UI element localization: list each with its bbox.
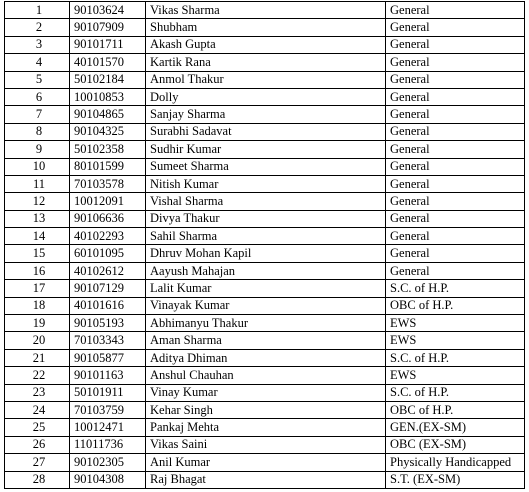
candidate-name-cell: Sumeet Sharma	[146, 158, 386, 175]
roll-number-cell: 10010853	[70, 88, 146, 105]
roll-number-cell: 90101711	[70, 36, 146, 53]
candidate-name-cell: Divya Thakur	[146, 210, 386, 227]
candidate-name-cell: Sudhir Kumar	[146, 141, 386, 158]
table-row	[5, 332, 525, 349]
category-cell: General	[386, 19, 525, 36]
serial-number-cell: 7	[5, 106, 70, 123]
serial-number-cell: 13	[5, 210, 70, 227]
table-row	[5, 88, 525, 105]
roll-number-cell: 60101095	[70, 245, 146, 262]
table-row	[5, 228, 525, 245]
table-row	[5, 175, 525, 192]
serial-number-cell: 4	[5, 54, 70, 71]
candidate-name-cell: Kehar Singh	[146, 401, 386, 418]
serial-number-cell: 5	[5, 71, 70, 88]
roll-number-cell: 90101163	[70, 367, 146, 384]
category-cell: EWS	[386, 315, 525, 332]
category-cell: General	[386, 141, 525, 158]
serial-number-cell: 28	[5, 471, 70, 488]
serial-number-cell: 10	[5, 158, 70, 175]
category-cell: General	[386, 245, 525, 262]
table-row	[5, 54, 525, 71]
serial-number-cell: 26	[5, 436, 70, 453]
candidate-name-cell: Aditya Dhiman	[146, 349, 386, 366]
roll-number-cell: 90104325	[70, 123, 146, 140]
results-table-body	[5, 2, 525, 489]
category-cell: General	[386, 158, 525, 175]
table-row	[5, 349, 525, 366]
category-cell: S.C. of H.P.	[386, 349, 525, 366]
serial-number-cell: 27	[5, 454, 70, 471]
category-cell: General	[386, 228, 525, 245]
serial-number-cell: 6	[5, 88, 70, 105]
candidate-name-cell: Vinay Kumar	[146, 384, 386, 401]
serial-number-cell: 16	[5, 262, 70, 279]
category-cell: S.T. (EX-SM)	[386, 471, 525, 488]
roll-number-cell: 70103343	[70, 332, 146, 349]
table-row	[5, 71, 525, 88]
roll-number-cell: 10012471	[70, 419, 146, 436]
category-cell: S.C. of H.P.	[386, 280, 525, 297]
category-cell: General	[386, 54, 525, 71]
serial-number-cell: 21	[5, 349, 70, 366]
roll-number-cell: 70103578	[70, 175, 146, 192]
candidate-name-cell: Vishal Sharma	[146, 193, 386, 210]
serial-number-cell: 20	[5, 332, 70, 349]
serial-number-cell: 22	[5, 367, 70, 384]
candidate-name-cell: Aayush Mahajan	[146, 262, 386, 279]
candidate-name-cell: Raj Bhagat	[146, 471, 386, 488]
candidate-name-cell: Kartik Rana	[146, 54, 386, 71]
table-row	[5, 367, 525, 384]
category-cell: EWS	[386, 332, 525, 349]
roll-number-cell: 40101570	[70, 54, 146, 71]
table-row	[5, 454, 525, 471]
serial-number-cell: 18	[5, 297, 70, 314]
roll-number-cell: 50101911	[70, 384, 146, 401]
candidate-name-cell: Aman Sharma	[146, 332, 386, 349]
table-row	[5, 123, 525, 140]
serial-number-cell: 2	[5, 19, 70, 36]
serial-number-cell: 15	[5, 245, 70, 262]
candidate-name-cell: Abhimanyu Thakur	[146, 315, 386, 332]
table-row	[5, 419, 525, 436]
serial-number-cell: 23	[5, 384, 70, 401]
roll-number-cell: 40101616	[70, 297, 146, 314]
candidate-name-cell: Anil Kumar	[146, 454, 386, 471]
table-row	[5, 36, 525, 53]
candidate-name-cell: Sanjay Sharma	[146, 106, 386, 123]
roll-number-cell: 50102358	[70, 141, 146, 158]
roll-number-cell: 40102612	[70, 262, 146, 279]
serial-number-cell: 1	[5, 2, 70, 19]
serial-number-cell: 24	[5, 401, 70, 418]
roll-number-cell: 90107129	[70, 280, 146, 297]
serial-number-cell: 9	[5, 141, 70, 158]
roll-number-cell: 80101599	[70, 158, 146, 175]
candidate-name-cell: Akash Gupta	[146, 36, 386, 53]
category-cell: General	[386, 262, 525, 279]
roll-number-cell: 90104865	[70, 106, 146, 123]
candidate-name-cell: Vikas Sharma	[146, 2, 386, 19]
candidate-name-cell: Dhruv Mohan Kapil	[146, 245, 386, 262]
roll-number-cell: 40102293	[70, 228, 146, 245]
category-cell: General	[386, 2, 525, 19]
category-cell: General	[386, 36, 525, 53]
category-cell: General	[386, 193, 525, 210]
table-row	[5, 141, 525, 158]
roll-number-cell: 70103759	[70, 401, 146, 418]
roll-number-cell: 90105193	[70, 315, 146, 332]
table-row	[5, 2, 525, 19]
table-row	[5, 471, 525, 488]
roll-number-cell: 90106636	[70, 210, 146, 227]
candidate-name-cell: Surabhi Sadavat	[146, 123, 386, 140]
table-row	[5, 158, 525, 175]
roll-number-cell: 50102184	[70, 71, 146, 88]
table-row	[5, 436, 525, 453]
serial-number-cell: 8	[5, 123, 70, 140]
category-cell: Physically Handicapped	[386, 454, 525, 471]
table-row	[5, 106, 525, 123]
results-table	[4, 1, 525, 489]
category-cell: General	[386, 123, 525, 140]
candidate-name-cell: Dolly	[146, 88, 386, 105]
serial-number-cell: 12	[5, 193, 70, 210]
roll-number-cell: 90105877	[70, 349, 146, 366]
serial-number-cell: 19	[5, 315, 70, 332]
candidate-name-cell: Vikas Saini	[146, 436, 386, 453]
category-cell: General	[386, 210, 525, 227]
serial-number-cell: 25	[5, 419, 70, 436]
roll-number-cell: 90104308	[70, 471, 146, 488]
category-cell: General	[386, 106, 525, 123]
category-cell: OBC of H.P.	[386, 297, 525, 314]
candidate-name-cell: Nitish Kumar	[146, 175, 386, 192]
roll-number-cell: 90102305	[70, 454, 146, 471]
roll-number-cell: 10012091	[70, 193, 146, 210]
roll-number-cell: 90103624	[70, 2, 146, 19]
candidate-name-cell: Anshul Chauhan	[146, 367, 386, 384]
candidate-name-cell: Pankaj Mehta	[146, 419, 386, 436]
candidate-name-cell: Shubham	[146, 19, 386, 36]
category-cell: S.C. of H.P.	[386, 384, 525, 401]
serial-number-cell: 3	[5, 36, 70, 53]
serial-number-cell: 11	[5, 175, 70, 192]
table-row	[5, 19, 525, 36]
candidate-name-cell: Lalit Kumar	[146, 280, 386, 297]
table-row	[5, 401, 525, 418]
table-row	[5, 193, 525, 210]
serial-number-cell: 14	[5, 228, 70, 245]
candidate-name-cell: Anmol Thakur	[146, 71, 386, 88]
category-cell: EWS	[386, 367, 525, 384]
roll-number-cell: 11011736	[70, 436, 146, 453]
category-cell: General	[386, 175, 525, 192]
table-row	[5, 315, 525, 332]
table-row	[5, 297, 525, 314]
table-row	[5, 210, 525, 227]
table-row	[5, 245, 525, 262]
table-row	[5, 384, 525, 401]
category-cell: OBC of H.P.	[386, 401, 525, 418]
category-cell: GEN.(EX-SM)	[386, 419, 525, 436]
category-cell: OBC (EX-SM)	[386, 436, 525, 453]
serial-number-cell: 17	[5, 280, 70, 297]
roll-number-cell: 90107909	[70, 19, 146, 36]
candidate-name-cell: Vinayak Kumar	[146, 297, 386, 314]
table-row	[5, 262, 525, 279]
category-cell: General	[386, 71, 525, 88]
category-cell: General	[386, 88, 525, 105]
table-row	[5, 280, 525, 297]
candidate-name-cell: Sahil Sharma	[146, 228, 386, 245]
